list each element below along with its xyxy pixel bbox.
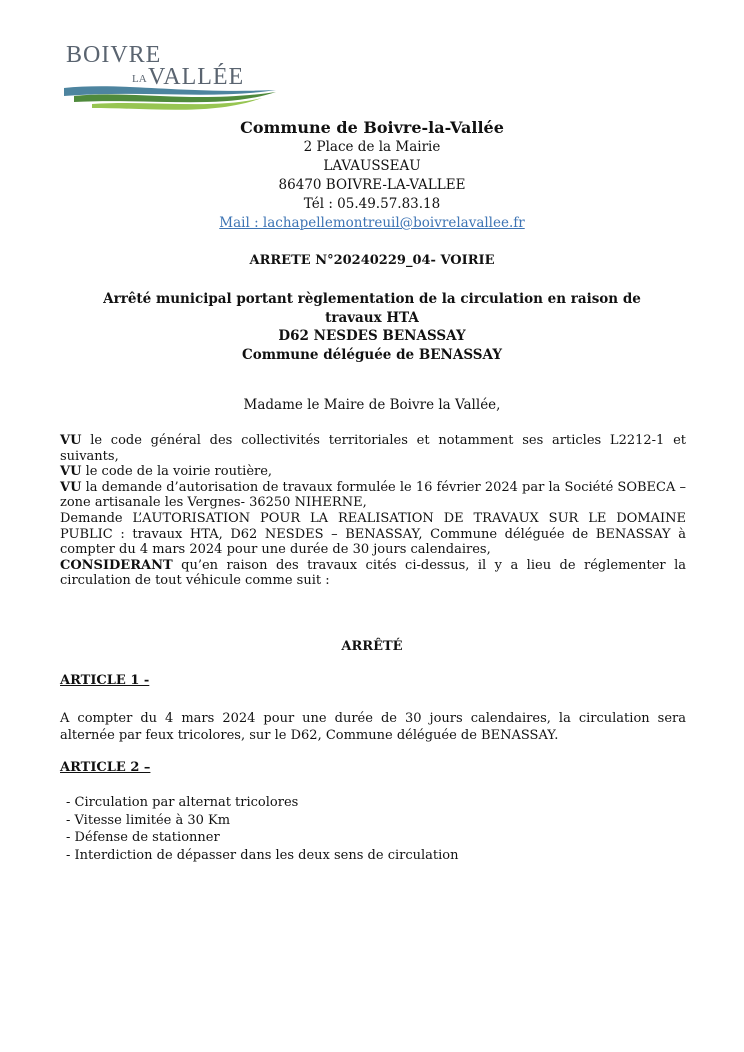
consideration-5: CONSIDERANT qu’en raison des travaux cités ci-dessus, il y a lieu de réglementer la circulation de tout véhicule comme suit : (60, 557, 686, 589)
considerations (60, 433, 686, 589)
boivre-la-vallee-logo (62, 38, 282, 118)
address-line-3: 86470 BOIVRE-LA-VALLEE (278, 177, 466, 193)
title-line-2: travaux HTA (325, 309, 419, 326)
logo-line1: BOIVRE (66, 42, 162, 68)
arrete-heading: ARRÊTÉ (341, 639, 403, 654)
title-line-4: Commune déléguée de BENASSAY (241, 346, 502, 363)
mail-link[interactable]: Mail : lachapellemontreuil@boivrelavallee.fr (219, 215, 525, 231)
header-block (0, 118, 744, 233)
arrete-number: ARRETE N°20240229_04- VOIRIE (249, 253, 495, 268)
arrete-title (0, 290, 744, 364)
consideration-2: VU le code de la voirie routière, (60, 464, 273, 480)
consideration-3: VU la demande d’autorisation de travaux formulée le 16 février 2024 par la Société SOBECA – zone artisanale les Vergnes- 36250 NIHERNE, (60, 479, 686, 511)
salutation: Madame le Maire de Boivre la Vallée, (243, 397, 501, 413)
list-item: - Circulation par alternat tricolores (66, 795, 299, 810)
article-1-text: A compter du 4 mars 2024 pour une durée de 30 jours calendaires, la circulation sera alternée par feux tricolores, sur le D62, Commune déléguée de BENASSAY. (60, 711, 686, 743)
consideration-1: VU le code général des collectivités territoriales et notamment ses articles L2212-1 et suivants, (60, 433, 686, 464)
logo-line3: VALLÉE (148, 64, 245, 90)
list-item: - Défense de stationner (66, 830, 220, 845)
list-item: - Vitesse limitée à 30 Km (66, 812, 231, 828)
article-2-list (66, 794, 459, 864)
commune-name: Commune de Boivre-la-Vallée (240, 118, 504, 137)
article-2-title: ARTICLE 2 – (60, 760, 151, 775)
title-line-3: D62 NESDES BENASSAY (278, 328, 466, 344)
article-1-title: ARTICLE 1 - (60, 673, 150, 688)
logo-graphic (62, 38, 282, 118)
phone-number: Tél : 05.49.57.83.18 (303, 196, 441, 212)
address-line-2: LAVAUSSEAU (323, 158, 421, 174)
title-line-1: Arrêté municipal portant règlementation de la circulation en raison de (103, 291, 641, 307)
consideration-4: Demande L’AUTORISATION POUR LA REALISATION DE TRAVAUX SUR LE DOMAINE PUBLIC : travaux HTA, D62 NESDES – BENASSAY, Commune déléguée de BENASSAY à compter du 4 mars 2024 pour une durée de 30 jours calendaires, (60, 510, 686, 558)
logo-line2: LA (132, 73, 147, 85)
address-line-1: 2 Place de la Mairie (303, 139, 441, 155)
list-item: - Interdiction de dépasser dans les deux sens de circulation (66, 847, 459, 863)
